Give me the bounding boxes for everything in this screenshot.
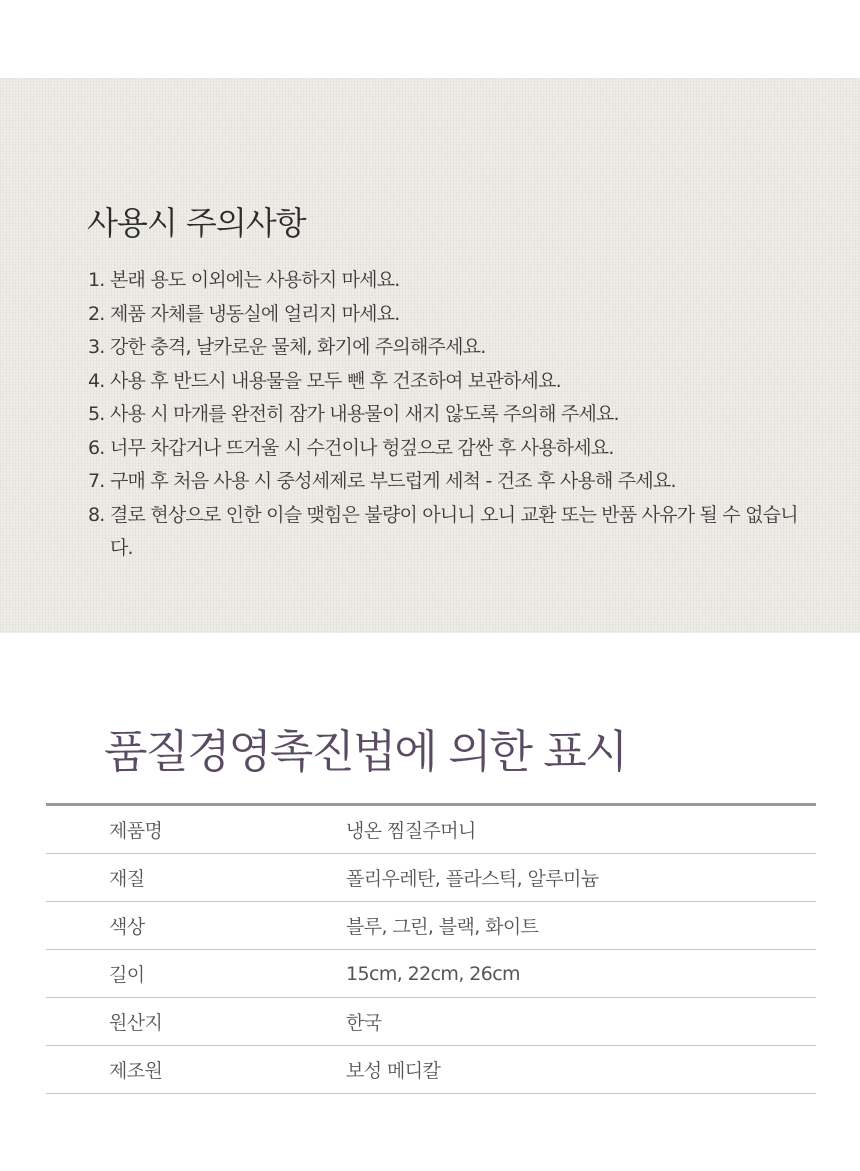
caution-item-number: 7. [88, 470, 105, 492]
caution-item [88, 499, 808, 566]
table-row [46, 1046, 816, 1094]
caution-item-text: 제품 자체를 냉동실에 얼리지 마세요. [110, 302, 400, 325]
caution-list [88, 264, 808, 566]
caution-item-number: 3. [88, 336, 105, 358]
table-row [46, 902, 816, 950]
spec-value: 보성 메디칼 [346, 1046, 816, 1094]
spec-label: 제조원 [46, 1046, 346, 1094]
spec-label: 색상 [46, 902, 346, 950]
caution-item-number: 5. [88, 403, 105, 425]
spec-label: 제품명 [46, 805, 346, 854]
caution-item [88, 465, 808, 499]
caution-item-text: 사용 시 마개를 완전히 잠가 내용물이 새지 않도록 주의해 주세요. [110, 403, 619, 425]
spec-table [46, 803, 816, 1094]
caution-item-text: 구매 후 처음 사용 시 중성세제로 부드럽게 세척 - 건조 후 사용해 주세요. [110, 470, 676, 492]
caution-item-number: 6. [88, 436, 105, 459]
caution-section [0, 78, 860, 633]
spec-value: 블루, 그린, 블랙, 화이트 [346, 902, 816, 950]
spec-label: 재질 [46, 854, 346, 902]
spec-value: 냉온 찜질주머니 [346, 805, 816, 854]
table-row [46, 854, 816, 902]
caution-item [88, 432, 808, 466]
caution-item-text: 사용 후 반드시 내용물을 모두 뺀 후 건조하여 보관하세요. [110, 369, 561, 392]
caution-item-number: 4. [88, 369, 105, 392]
caution-title: 사용시 주의사항 [87, 204, 306, 242]
table-row [46, 950, 816, 998]
spec-value: 15cm, 22cm, 26cm [346, 950, 816, 998]
caution-item-text: 강한 충격, 날카로운 물체, 화기에 주의해주세요. [110, 336, 486, 358]
spec-value: 한국 [346, 998, 816, 1046]
spec-label: 길이 [46, 950, 346, 998]
spec-label: 원산지 [46, 998, 346, 1046]
spec-value: 폴리우레탄, 플라스틱, 알루미늄 [346, 854, 816, 902]
quality-title: 품질경영촉진법에 의한 표시 [104, 725, 627, 778]
caution-item [88, 298, 808, 332]
caution-item-number: 8. [88, 503, 105, 526]
table-row [46, 998, 816, 1046]
caution-item [88, 398, 808, 432]
caution-item [88, 365, 808, 399]
caution-item-text: 너무 차갑거나 뜨거울 시 수건이나 헝겊으로 감싼 후 사용하세요. [110, 436, 614, 459]
caution-item-text: 결로 현상으로 인한 이슬 맺힘은 불량이 아니니 오니 교환 또는 반품 사유가 될 수 없습니다. [110, 503, 798, 559]
caution-item-text: 본래 용도 이외에는 사용하지 마세요. [110, 269, 400, 291]
table-row [46, 805, 816, 854]
caution-item [88, 264, 808, 298]
caution-item-number: 2. [88, 302, 105, 325]
caution-item-number: 1. [88, 269, 105, 291]
caution-item [88, 331, 808, 365]
